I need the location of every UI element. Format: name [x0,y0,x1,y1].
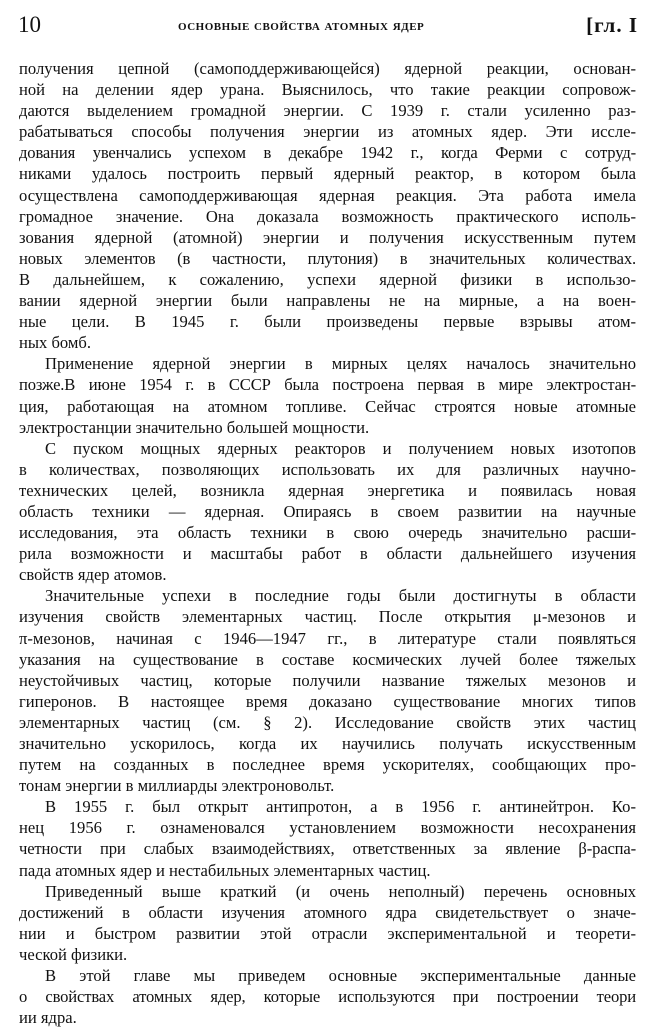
paragraph [19,796,636,880]
text-line: электростанции значительно большей мощности. [19,417,370,437]
text-line: новых элементов (в частности, плутония) в значительных количествах. [19,248,636,268]
text-line: В 1955 г. был открыт антипротон, а в 1956 г. антинейтрон. Ко- [45,797,636,817]
paragraph [19,585,636,796]
running-header [18,10,638,40]
text-line: Приведенный выше краткий (и очень неполный) перечень основных [45,881,636,901]
text-line: значительно ускорилось, когда их научились получать искусственным [19,734,636,753]
text-line: ция, работающая на атомном топливе. Сейчас строятся новые атомные [19,396,636,416]
text-line: тонам энергии в миллиарды электроновольт. [19,776,335,796]
text-line: громадное значение. Она доказала возможность практического исполь- [19,206,636,226]
paragraph [19,438,636,586]
text-line: ческой физики. [19,944,128,964]
text-line: осуществлена самоподдерживающая ядерная реакция. Эта работа имела [19,185,636,205]
text-line: никами удалось построить первый ядерный реактор, в котором была [19,164,636,184]
text-line: С пуском мощных ядерных реакторов и получением новых изотопов [45,438,636,458]
text-line: путем на созданных в последнее время ускорителях, сообщающих про- [19,755,636,775]
text-line: ные цели. В 1945 г. были произведены первые взрывы атом- [19,312,636,332]
text-line: ии ядра. [19,1008,77,1028]
page-body [19,58,636,1028]
text-line: элементарных частиц (см. § 2). Исследование свойств этих частиц [19,712,636,732]
paragraph [19,881,636,965]
text-line: о свойствах атомных ядер, которые используются при построении теори [19,987,636,1007]
running-title: основные свойства атомных ядер [178,18,425,34]
paragraph [19,58,636,353]
text-line: четности при слабых взаимодействиях, ответственных за явление β-распа- [19,839,636,859]
text-line: в количествах, позволяющих использовать их для различных научно- [19,459,636,479]
page-number: 10 [18,12,41,37]
paragraph [19,965,636,1028]
chapter-reference: [гл. I [586,13,638,37]
text-line: технических целей, возникла ядерная энергетика и появилась новая [19,480,636,500]
text-line: рила возможности и масштабы работ в области дальнейшего изучения [19,544,636,564]
paragraph [19,353,636,437]
text-line: исследования, эта область техники в свою очередь значительно расши- [19,523,636,543]
text-line: достижений в области изучения атомного ядра свидетельствует о значе- [19,902,636,922]
text-line: Значительные успехи в последние годы были достигнуты в области [45,586,636,606]
text-line: нии и быстром развитии этой отрасли экспериментальной и теорети- [19,923,636,943]
text-line: рабатываться способы получения энергии из атомных ядер. Эти иссле- [19,122,636,142]
text-line: получения цепной (самоподдерживающейся) ядерной реакции, основан- [19,59,636,78]
text-line: ных бомб. [19,333,91,353]
text-line: гиперонов. В настоящее время доказано существование многих типов [19,691,636,711]
text-line: даются выделением громадной энергии. С 1939 г. стали усиленно раз- [19,101,636,121]
text-line: нец 1956 г. ознаменовался установлением возможности несохранения [19,818,636,838]
text-line: π-мезонов, начиная с 1946—1947 гг., в литературе стали появляться [19,628,636,648]
text-line: указания на существование в составе космических лучей более тяжелых [19,649,636,669]
text-line: позже.В июне 1954 г. в СССР была построена первая в мире электростан- [19,375,636,395]
text-line: неустойчивых частиц, которые получили название тяжелых мезонов и [19,670,636,690]
text-line: пада атомных ядер и нестабильных элементарных частиц. [19,860,431,880]
text-line: дования увенчались успехом в декабре 1942 г., когда Ферми с сотруд- [19,143,636,163]
text-line: вании ядерной энергии были направлены не на мирные, а на воен- [19,291,636,311]
text-line: В этой главе мы приведем основные экспериментальные данные [45,966,636,986]
text-line: В дальнейшем, к сожалению, успехи ядерной физики в использо- [19,269,636,289]
text-line: Применение ядерной энергии в мирных целях началось значительно [45,354,636,374]
text-line: зования ядерной (атомной) энергии и получения искусственным путем [19,227,636,247]
text-line: изучения свойств элементарных частиц. После открытия μ-мезонов и [19,607,636,627]
text-line: область техники — ядерная. Опираясь в своем развитии на научные [19,501,636,521]
text-line: свойств ядер атомов. [19,565,167,585]
text-line: ной на делении ядер урана. Выяснилось, что такие реакции сопровож- [19,80,636,100]
